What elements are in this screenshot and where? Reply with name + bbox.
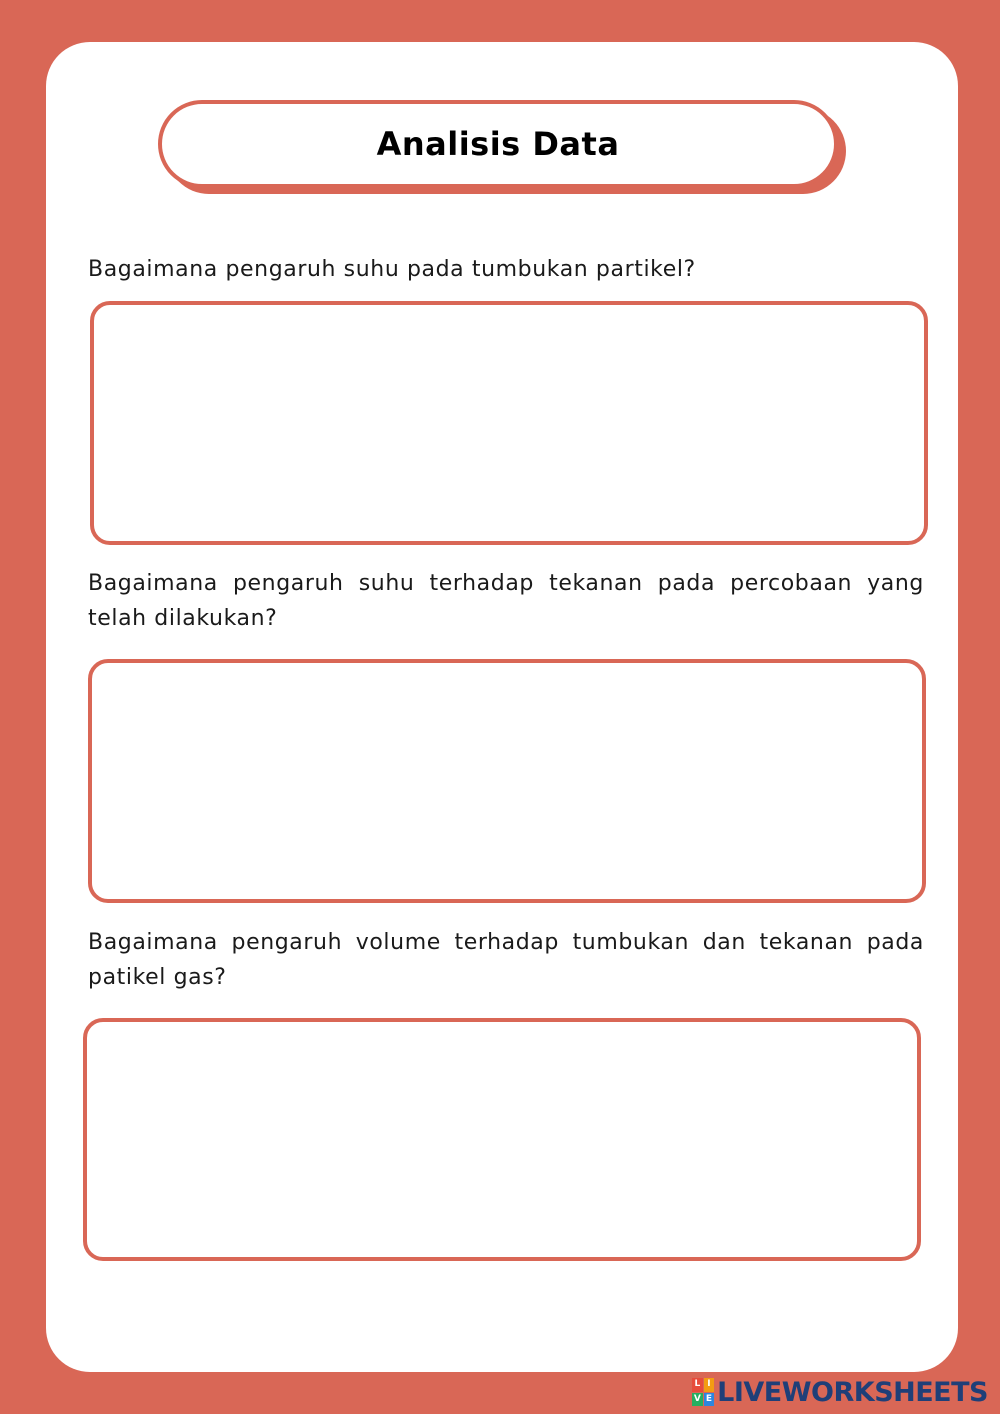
worksheet-page xyxy=(46,42,958,1372)
liveworksheets-logo-icon xyxy=(692,1378,714,1406)
logo-letter-l: L xyxy=(692,1378,703,1392)
page-title: Analisis Data xyxy=(376,125,620,163)
answer-box-1[interactable] xyxy=(90,301,928,545)
answer-box-2[interactable] xyxy=(88,659,926,903)
question-1: Bagaimana pengaruh suhu pada tumbukan partikel? xyxy=(88,257,696,282)
logo-letter-e: E xyxy=(704,1393,715,1407)
question-2: Bagaimana pengaruh suhu terhadap tekanan pada percobaan yang telah dilakukan? xyxy=(88,571,924,631)
brand-name: LIVEWORKSHEETS xyxy=(717,1376,988,1408)
logo-letter-i: I xyxy=(704,1378,715,1392)
answer-box-3[interactable] xyxy=(83,1018,921,1261)
logo-letter-v: V xyxy=(692,1393,703,1407)
liveworksheets-branding xyxy=(692,1376,988,1408)
question-3: Bagaimana pengaruh volume terhadap tumbukan dan tekanan pada patikel gas? xyxy=(88,930,924,990)
title-banner xyxy=(158,100,838,188)
